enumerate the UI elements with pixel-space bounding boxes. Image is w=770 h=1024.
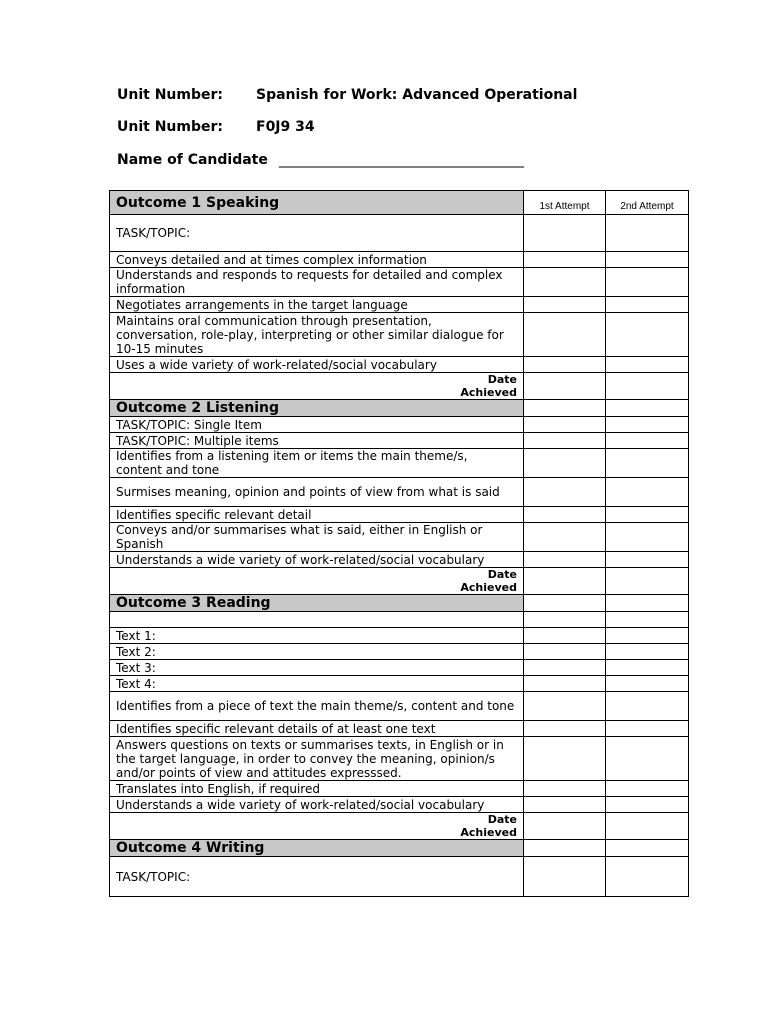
- outcome-1-header: [110, 191, 689, 215]
- criterion-row: [110, 797, 689, 813]
- attempt-2-cell[interactable]: [606, 692, 689, 721]
- outcome-1-date-achieved-label: [110, 373, 524, 400]
- attempt-1-cell[interactable]: [524, 313, 606, 357]
- attempt-1-cell[interactable]: [524, 507, 606, 523]
- criterion-row: [110, 692, 689, 721]
- outcome-4-header: [110, 840, 689, 857]
- attempt-2-cell[interactable]: [606, 612, 689, 628]
- attempt-1-cell[interactable]: [524, 628, 606, 644]
- outcome-3-date-achieved-label: [110, 813, 524, 840]
- outcome-2-date-achieved: [110, 568, 689, 595]
- criterion-row-label: [110, 612, 524, 628]
- attempt-1-cell[interactable]: [524, 297, 606, 313]
- unit-title: Spanish for Work: Advanced Operational: [256, 87, 578, 103]
- criterion-row-label: Identifies from a piece of text the main theme/s, content and tone: [110, 692, 524, 721]
- assessment-table: [109, 190, 689, 897]
- outcome-4-task: [110, 857, 689, 897]
- criterion-row: [110, 417, 689, 433]
- criterion-row-label: Conveys detailed and at times complex information: [110, 252, 524, 268]
- criterion-row-label: Answers questions on texts or summarises texts, in English or in the target language, in order to convey the meaning, opinion/s and/or points of view and attitudes expresssed.: [110, 737, 524, 781]
- unit-number-label: Unit Number:: [117, 119, 223, 135]
- attempt-1-cell[interactable]: [524, 215, 606, 252]
- outcome-1-task-label: TASK/TOPIC:: [110, 215, 524, 252]
- attempt-1-cell[interactable]: [524, 797, 606, 813]
- outcome-3-date-achieved: [110, 813, 689, 840]
- criterion-row: [110, 357, 689, 373]
- outcome-1-date-achieved: [110, 373, 689, 400]
- attempt-1-cell[interactable]: [524, 660, 606, 676]
- criterion-row: [110, 523, 689, 552]
- candidate-name-field[interactable]: ___________________________________: [279, 152, 524, 168]
- attempt-2-cell[interactable]: [606, 628, 689, 644]
- attempt-2-cell[interactable]: [606, 433, 689, 449]
- attempt-1-cell[interactable]: [524, 449, 606, 478]
- attempt-2-cell[interactable]: [606, 417, 689, 433]
- criterion-row-label: Understands a wide variety of work-related/social vocabulary: [110, 552, 524, 568]
- criterion-row-label: Text 4:: [110, 676, 524, 692]
- criterion-row: [110, 313, 689, 357]
- date-label-line1: Date: [487, 568, 517, 581]
- outcome-1-task: [110, 215, 689, 252]
- attempt-1-cell[interactable]: [524, 417, 606, 433]
- attempt-1-cell[interactable]: [524, 433, 606, 449]
- date-label-line2: Achieved: [460, 826, 517, 839]
- attempt-2-cell[interactable]: [606, 857, 689, 897]
- attempt-2-cell[interactable]: [606, 252, 689, 268]
- unit-code: F0J9 34: [256, 119, 315, 135]
- candidate-label: Name of Candidate: [117, 152, 268, 168]
- date-label-line2: Achieved: [460, 581, 517, 594]
- outcome-4-task-label: TASK/TOPIC:: [110, 857, 524, 897]
- attempt-2-cell[interactable]: [606, 781, 689, 797]
- attempt-1-cell[interactable]: [524, 568, 606, 595]
- outcome-2-date-achieved-label: [110, 568, 524, 595]
- attempt-2-cell[interactable]: [606, 676, 689, 692]
- attempt-1-cell[interactable]: [524, 644, 606, 660]
- attempt-2-cell[interactable]: [606, 595, 689, 612]
- date-label-line1: Date: [487, 813, 517, 826]
- attempt-2-cell[interactable]: [606, 313, 689, 357]
- criterion-row-label: Understands a wide variety of work-related/social vocabulary: [110, 797, 524, 813]
- criterion-row-label: Conveys and/or summarises what is said, either in English or Spanish: [110, 523, 524, 552]
- attempt-2-cell[interactable]: [606, 373, 689, 400]
- attempt-2-cell[interactable]: [606, 400, 689, 417]
- attempt-2-cell[interactable]: [606, 357, 689, 373]
- criterion-row: [110, 612, 689, 628]
- attempt-2-cell[interactable]: [606, 523, 689, 552]
- criterion-row-label: Identifies from a listening item or items the main theme/s, content and tone: [110, 449, 524, 478]
- attempt-1-cell[interactable]: [524, 252, 606, 268]
- attempt-1-cell[interactable]: [524, 721, 606, 737]
- attempt-1-cell[interactable]: [524, 400, 606, 417]
- attempt-2-cell[interactable]: [606, 568, 689, 595]
- attempt-1-cell[interactable]: [524, 523, 606, 552]
- attempt-1-cell[interactable]: [524, 857, 606, 897]
- criterion-row-label: Identifies specific relevant detail: [110, 507, 524, 523]
- outcome-2-header-label: Outcome 2 Listening: [110, 400, 524, 417]
- date-label-line2: Achieved: [460, 386, 517, 399]
- attempt-1-header: 1st Attempt: [524, 191, 606, 215]
- criterion-row-label: Text 3:: [110, 660, 524, 676]
- criterion-row: [110, 449, 689, 478]
- attempt-2-cell[interactable]: [606, 797, 689, 813]
- attempt-1-cell[interactable]: [524, 676, 606, 692]
- criterion-row-label: Surmises meaning, opinion and points of view from what is said: [110, 478, 524, 507]
- criterion-row: [110, 660, 689, 676]
- attempt-1-cell[interactable]: [524, 357, 606, 373]
- criterion-row: [110, 628, 689, 644]
- attempt-2-cell[interactable]: [606, 813, 689, 840]
- criterion-row-label: TASK/TOPIC: Single Item: [110, 417, 524, 433]
- attempt-2-cell[interactable]: [606, 660, 689, 676]
- outcome-1-header-label: Outcome 1 Speaking: [110, 191, 524, 215]
- criterion-row-label: Identifies specific relevant details of at least one text: [110, 721, 524, 737]
- attempt-1-cell[interactable]: [524, 595, 606, 612]
- outcome-3-header: [110, 595, 689, 612]
- attempt-1-cell[interactable]: [524, 737, 606, 781]
- criterion-row: [110, 297, 689, 313]
- attempt-2-cell[interactable]: [606, 737, 689, 781]
- attempt-1-cell[interactable]: [524, 612, 606, 628]
- date-label-line1: Date: [487, 373, 517, 386]
- outcome-2-header: [110, 400, 689, 417]
- criterion-row: [110, 644, 689, 660]
- attempt-2-cell[interactable]: [606, 449, 689, 478]
- criterion-row: [110, 478, 689, 507]
- attempt-2-header: 2nd Attempt: [606, 191, 689, 215]
- attempt-2-cell[interactable]: [606, 478, 689, 507]
- criterion-row-label: Understands and responds to requests for detailed and complex information: [110, 268, 524, 297]
- criterion-row: [110, 268, 689, 297]
- criterion-row-label: Translates into English, if required: [110, 781, 524, 797]
- attempt-2-cell[interactable]: [606, 268, 689, 297]
- outcome-4-header-label: Outcome 4 Writing: [110, 840, 524, 857]
- attempt-2-cell[interactable]: [606, 215, 689, 252]
- attempt-2-cell[interactable]: [606, 721, 689, 737]
- criterion-row: [110, 676, 689, 692]
- attempt-1-cell[interactable]: [524, 268, 606, 297]
- criterion-row: [110, 433, 689, 449]
- unit-number-label: Unit Number:: [117, 87, 223, 103]
- attempt-1-cell[interactable]: [524, 692, 606, 721]
- criterion-row: [110, 737, 689, 781]
- attempt-1-cell[interactable]: [524, 781, 606, 797]
- attempt-2-cell[interactable]: [606, 297, 689, 313]
- attempt-1-cell[interactable]: [524, 840, 606, 857]
- attempt-2-cell[interactable]: [606, 840, 689, 857]
- attempt-1-cell[interactable]: [524, 478, 606, 507]
- criterion-row-label: Uses a wide variety of work-related/social vocabulary: [110, 357, 524, 373]
- outcome-3-header-label: Outcome 3 Reading: [110, 595, 524, 612]
- attempt-2-cell[interactable]: [606, 552, 689, 568]
- attempt-2-cell[interactable]: [606, 644, 689, 660]
- criterion-row: [110, 252, 689, 268]
- criterion-row: [110, 781, 689, 797]
- criterion-row: [110, 721, 689, 737]
- criterion-row-label: Maintains oral communication through presentation, conversation, role-play, interpreting or other similar dialogue for 10-15 minutes: [110, 313, 524, 357]
- criterion-row: [110, 507, 689, 523]
- attempt-1-cell[interactable]: [524, 813, 606, 840]
- attempt-2-cell[interactable]: [606, 507, 689, 523]
- criterion-row-label: Text 2:: [110, 644, 524, 660]
- criterion-row-label: TASK/TOPIC: Multiple items: [110, 433, 524, 449]
- criterion-row-label: Text 1:: [110, 628, 524, 644]
- criterion-row-label: Negotiates arrangements in the target language: [110, 297, 524, 313]
- attempt-1-cell[interactable]: [524, 552, 606, 568]
- attempt-1-cell[interactable]: [524, 373, 606, 400]
- criterion-row: [110, 552, 689, 568]
